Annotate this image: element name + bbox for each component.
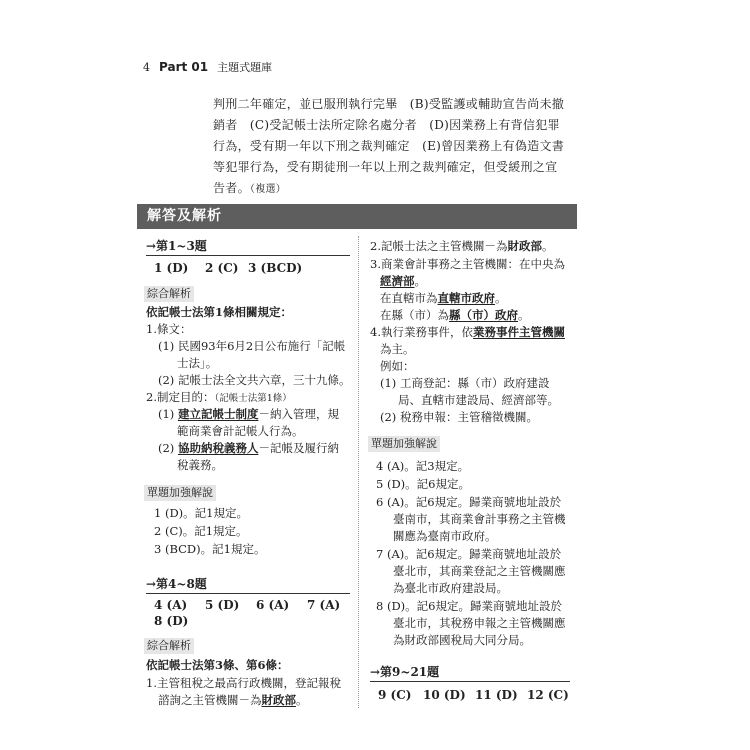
answer-row	[378, 688, 569, 702]
answer: 3 (BCD)	[248, 261, 303, 275]
analysis-line	[380, 290, 507, 306]
group-header-4-8: →第4~8題	[146, 576, 350, 594]
analysis-line: 3.商業會計事務之主管機關：在中央為	[370, 257, 565, 271]
answer: 5 (D)	[205, 598, 240, 612]
analysis-text: 2.制定目的：	[146, 390, 215, 404]
analysis-text: 在直轄市為	[380, 291, 438, 305]
explanation-line: 為財政部國稅局大同分局。	[393, 633, 531, 647]
analysis-line: (2) 稅務申報：主管稽徵機關。	[380, 410, 538, 424]
emphasis: 直轄市政府	[437, 291, 495, 305]
explanation-line: 8 (D)。記6規定。歸業商號地址設於	[376, 599, 562, 613]
column-divider	[358, 236, 360, 708]
analysis-line: (2) 記帳士法全文共六章，三十九條。	[158, 373, 351, 387]
question-line: 銷者 (C)受記帳士法所定除名處分者 (D)因業務上有背信犯罪	[213, 118, 560, 132]
question-line: 等犯罪行為，受有期徒刑一年以上刑之裁判確定，但受緩刑之宣	[213, 160, 558, 174]
analysis-heading: 依記帳士法第3條、第6條：	[146, 658, 289, 672]
emphasis: 財政部	[507, 239, 542, 253]
analysis-heading: 依記帳士法第1條相關規定：	[146, 305, 293, 319]
analysis-text: 2.記帳士法之主管機關－為	[370, 239, 508, 253]
analysis-line: 例如：	[380, 359, 415, 373]
explanation-line: 6 (A)。記6規定。歸業商號地址設於	[376, 495, 562, 509]
emphasis: 縣（市）政府	[449, 308, 518, 322]
question-text	[213, 94, 575, 200]
analysis-line: 1.主管租稅之最高行政機關，登記報稅	[146, 676, 341, 690]
analysis-line: 為主。	[380, 342, 415, 356]
analysis-text: 。	[414, 274, 426, 288]
question-line: 判刑二年確定，並已服刑執行完畢 (B)受監護或輔助宣告尚未撤	[213, 97, 565, 111]
answer: 7 (A)	[307, 598, 341, 612]
answer: 8 (D)	[154, 614, 189, 628]
analysis-text: 。	[495, 291, 507, 305]
question-last-line: 告者。	[213, 181, 250, 195]
explanation-line: 7 (A)。記6規定。歸業商號地址設於	[376, 547, 562, 561]
analysis-line	[370, 324, 565, 340]
analysis-text: 4.執行業務事件，依	[370, 325, 473, 339]
answer: 6 (A)	[256, 598, 290, 612]
answer: 1 (D)	[154, 261, 189, 275]
comprehensive-analysis-label: 綜合解析	[144, 638, 194, 654]
explanation-line: 3 (BCD)。記1規定。	[154, 542, 266, 556]
emphasis: 財政部	[261, 693, 296, 707]
analysis-text: (2)	[158, 441, 178, 455]
analysis-line: 稅義務。	[177, 458, 223, 472]
explanation-line: 4 (A)。記3規定。	[376, 459, 470, 473]
section-title: 解答及解析	[147, 208, 222, 224]
emphasis: 業務事件主管機關	[472, 325, 565, 339]
answer: 10 (D)	[423, 688, 466, 702]
explanation-line: 為臺北市政府建設局。	[393, 581, 508, 595]
explanation-line: 1 (D)。記1規定。	[154, 506, 248, 520]
analysis-text: －記帳及履行納	[258, 441, 339, 455]
analysis-line	[158, 692, 308, 708]
section-bar	[137, 204, 577, 229]
page-number: 4	[143, 60, 150, 74]
question-line	[213, 178, 575, 200]
explanation-line: 臺南市，其商業會計事務之主管機	[393, 512, 566, 526]
answer: 9 (C)	[378, 688, 412, 702]
answer: 11 (D)	[475, 688, 518, 702]
analysis-line: (1) 工商登記：縣（市）政府建設	[380, 376, 550, 390]
running-header	[143, 58, 272, 76]
multi-select-tag: （複選）	[249, 184, 287, 195]
single-explanation-label: 單題加強解說	[144, 485, 216, 501]
analysis-line: 士法」。	[177, 356, 218, 370]
question-line: 行為，受有期一年以下刑之裁判確定 (E)曾因業務上有偽造文書	[213, 139, 565, 153]
part-label: Part 01	[159, 60, 209, 74]
analysis-text: －納入管理，規	[258, 407, 339, 421]
analysis-line: (1) 民國93年6月2日公布施行「記帳	[158, 339, 346, 353]
analysis-text: 諮詢之主管機關－為	[158, 693, 262, 707]
analysis-text: 在縣（市）為	[380, 308, 449, 322]
analysis-line	[158, 406, 339, 422]
analysis-line	[146, 389, 292, 407]
group-header-1-3: →第1~3題	[146, 238, 350, 256]
law-reference: （記帳士法第1條）	[214, 393, 292, 404]
analysis-text: 。	[518, 308, 530, 322]
analysis-line	[380, 273, 426, 289]
analysis-line	[380, 307, 530, 323]
answer: 12 (C)	[527, 688, 569, 702]
explanation-line: 臺北市，其商業登記之主管機關應	[393, 564, 566, 578]
comprehensive-analysis-label: 綜合解析	[144, 286, 194, 302]
emphasis: 經濟部	[380, 274, 415, 288]
analysis-text: (1)	[158, 407, 178, 421]
analysis-line	[370, 238, 553, 254]
explanation-line: 2 (C)。記1規定。	[154, 524, 248, 538]
analysis-line: 1.條文：	[146, 322, 192, 336]
answer-row	[154, 261, 302, 275]
analysis-line	[158, 440, 339, 456]
emphasis: 建立記帳士制度	[177, 407, 259, 421]
explanation-line: 臺北市，其稅務申報之主管機關應	[393, 616, 566, 630]
chapter-title: 主題式題庫	[217, 61, 273, 74]
emphasis: 協助納稅義務人	[177, 441, 259, 455]
answer: 2 (C)	[205, 261, 239, 275]
explanation-line: 關應為臺南市政府。	[393, 529, 497, 543]
analysis-text: 。	[541, 239, 554, 253]
answer-row	[154, 598, 340, 612]
single-explanation-label: 單題加強解說	[368, 436, 440, 452]
analysis-line: 局、直轄市建設局、經濟部等。	[398, 393, 559, 407]
analysis-text: 。	[296, 693, 308, 707]
explanation-line: 5 (D)。記6規定。	[376, 477, 470, 491]
group-header-9-21: →第9~21題	[370, 664, 570, 682]
analysis-line: 範商業會計記帳人行為。	[177, 424, 304, 438]
answer: 4 (A)	[154, 598, 188, 612]
